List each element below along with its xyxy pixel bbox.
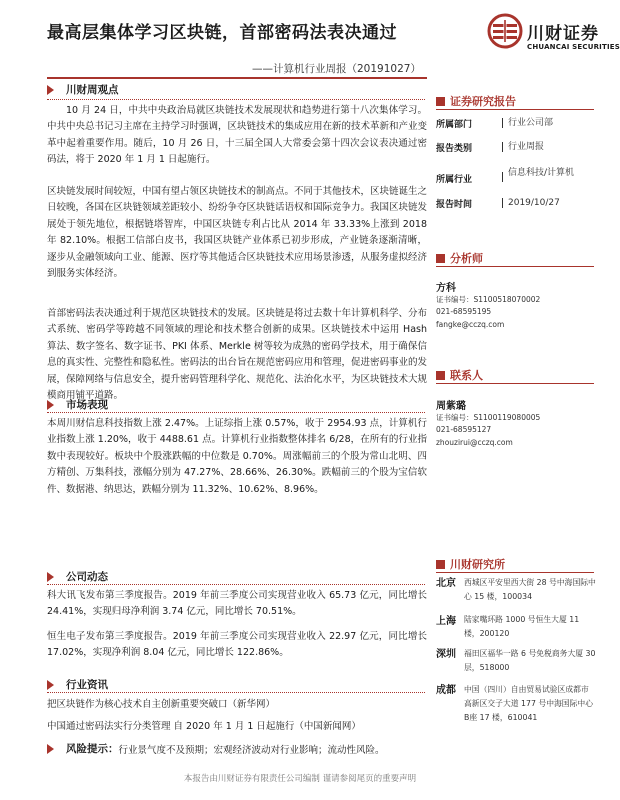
section-views-heading xyxy=(47,82,119,97)
header-divider xyxy=(47,77,427,79)
analyst-phone: 021-68595195 xyxy=(436,307,492,316)
square-bullet-icon xyxy=(436,97,445,106)
contact-phone: 021-68595127 xyxy=(436,425,492,434)
logo-name-en: CHUANCAI SECURITIES xyxy=(527,43,620,51)
sidebar-analyst-heading: 分析师 xyxy=(436,250,483,266)
industry-news-item: 把区块链作为核心技术自主创新重要突破口（新华网） xyxy=(47,699,276,710)
sidebar-divider xyxy=(436,266,594,267)
triangle-bullet-icon xyxy=(47,744,54,754)
market-paragraph: 本周川财信息科技指数上涨 2.47%。上证综指上涨 0.57%，收于 2954.93 点，计算机行业指数上涨 1.20%，收于 4488.61 点。计算机行业指数整体排名 6/28，在所有的行业指数中表现较好。板块中个股涨跌幅的中位数是 0.70%。周涨幅前三的个股为常山北明、四方精创、万集科技，涨幅分别为 47.27%、28.66%、26.30%。跌幅前三的个股为宝信软件、数据港、纳思达，跌幅分别为 11.32%、10.62%、8.96%。 xyxy=(47,418,427,495)
section-divider xyxy=(47,584,425,585)
office-address-shenzhen: 福田区福华一路 6 号免税商务大厦 30 层，518000 xyxy=(464,649,596,672)
section-divider xyxy=(47,99,425,100)
chuancai-logo-icon xyxy=(487,13,523,49)
sidebar-divider xyxy=(436,572,594,573)
risk-title: 风险提示： xyxy=(66,743,119,755)
report-title: 最高层集体学习区块链，首部密码法表决通过 xyxy=(47,23,397,43)
risk-text: 行业景气度不及预期；宏观经济波动对行业影响；流动性风险。 xyxy=(118,744,385,756)
office-city-beijing: 北京 xyxy=(436,578,456,589)
risk-line xyxy=(47,741,385,756)
triangle-bullet-icon xyxy=(47,400,54,410)
views-paragraph-1: 10 月 24 日，中共中央政治局就区块链技术发展现状和趋势进行第十八次集体学习。中共中央总书记习主席在主持学习时强调，区块链技术的集成应用在新的技术革新和产业变革中起着重要作用。随后，10 月 26 日，十三届全国人大常委会第十四次会议表决通过密码法，将于 2020 年 1 月 1 日起施行。 xyxy=(47,105,428,166)
triangle-bullet-icon xyxy=(47,85,54,95)
section-market-title: 市场表现 xyxy=(66,399,108,411)
contact-cert: 证书编号：S1100119080005 xyxy=(436,413,541,422)
square-bullet-icon xyxy=(436,254,445,263)
analyst-cert: 证书编号：S1100518070002 xyxy=(436,295,541,304)
office-city-shenzhen: 深圳 xyxy=(436,649,456,660)
section-industry-heading xyxy=(47,677,108,692)
section-company-title: 公司动态 xyxy=(66,571,108,583)
sidebar-contact-heading: 联系人 xyxy=(436,367,483,383)
contact-email[interactable]: zhouzirui@cczq.com xyxy=(436,438,513,447)
section-company-heading xyxy=(47,569,108,584)
square-bullet-icon xyxy=(436,371,445,380)
office-city-shanghai: 上海 xyxy=(436,616,456,627)
company-paragraph-1: 科大讯飞发布第三季度报告。2019 年前三季度公司实现营业收入 65.73 亿元，同比增长 24.41%，实现归母净利润 3.74 亿元，同比增长 70.51%。 xyxy=(47,590,427,618)
analyst-email[interactable]: fangke@cczq.com xyxy=(436,320,505,329)
section-market-heading xyxy=(47,397,108,412)
triangle-bullet-icon xyxy=(47,572,54,582)
company-paragraph-2: 恒生电子发布第三季度报告。2019 年前三季度公司实现营业收入 22.97 亿元，同比增长 17.02%，实现净利润 8.04 亿元，同比增长 122.86%。 xyxy=(47,631,427,659)
office-address-chengdu: 中国（四川）自由贸易试验区成都市高新区交子大道 177 号中海国际中心B座 17 楼，610041 xyxy=(464,685,593,722)
triangle-bullet-icon xyxy=(47,680,54,690)
sidebar-divider xyxy=(436,383,594,384)
sidebar-institute-heading: 川财研究所 xyxy=(436,556,505,572)
office-address-shanghai: 陆家嘴环路 1000 号恒生大厦 11 楼，200120 xyxy=(464,615,580,638)
sidebar-divider xyxy=(436,109,594,110)
page-footer: 本报告由川财证券有限责任公司编制 谨请参阅尾页的重要声明 xyxy=(183,774,417,784)
section-views-title: 川财周观点 xyxy=(66,84,119,96)
office-city-chengdu: 成都 xyxy=(436,685,456,696)
analyst-name: 方科 xyxy=(436,283,456,294)
report-subtitle: ——计算机行业周报（20191027） xyxy=(252,63,421,75)
industry-news-item: 中国通过密码法实行分类管理 自 2020 年 1 月 1 日起施行（中国新闻网） xyxy=(47,721,361,732)
company-logo xyxy=(487,10,620,70)
section-divider xyxy=(47,692,425,693)
sidebar-report-heading: 证券研究报告 xyxy=(436,93,516,109)
logo-name-cn: 川财证券 xyxy=(527,24,599,44)
section-divider xyxy=(47,412,425,413)
section-industry-title: 行业资讯 xyxy=(66,679,108,691)
contact-name: 周紫璐 xyxy=(436,401,466,412)
views-paragraph-2: 区块链发展时间较短，中国有望占领区块链技术的制高点。不同于其他技术，区块链诞生之日较晚，各国在区块链领域差距较小、纷纷争夺区块链话语权和国际竞争力。我国区块链发展处于领先地位，根据链塔智库，中国区块链专利占比从 2014 年 33.33%上涨到 2018 年 82.10%。根据工信部白皮书，我国区块链产业体系已初步形成，产业链条逐渐清晰，逐步从金融领域向工业、能源、医疗等其他适合区块链技术应用场景渗透，从服务虚拟经济到服务实体经济。 xyxy=(47,186,428,280)
office-address-beijing: 西城区平安里西大街 28 号中海国际中心 15 楼，100034 xyxy=(464,578,596,601)
square-bullet-icon xyxy=(436,560,445,569)
views-paragraph-3: 首部密码法表决通过利于规范区块链技术的发展。区块链是将过去数十年计算机科学、分布式系统、密码学等跨越不同领域的理论和技术整合创新的成果。区块链技术中运用 Hash 算法、数字签名、数字证书、PKI 体系、Merkle 树等较为成熟的密码学技术，用于确保信息的真实性、完整性和隐私性。密码法的出台旨在规范密码应用和管理，促进密码事业的发展，保障网络与信息安全，提升密码管理科学化、规范化、法治化水平，为区块链技术大规模商用铺平道路。 xyxy=(47,308,428,402)
